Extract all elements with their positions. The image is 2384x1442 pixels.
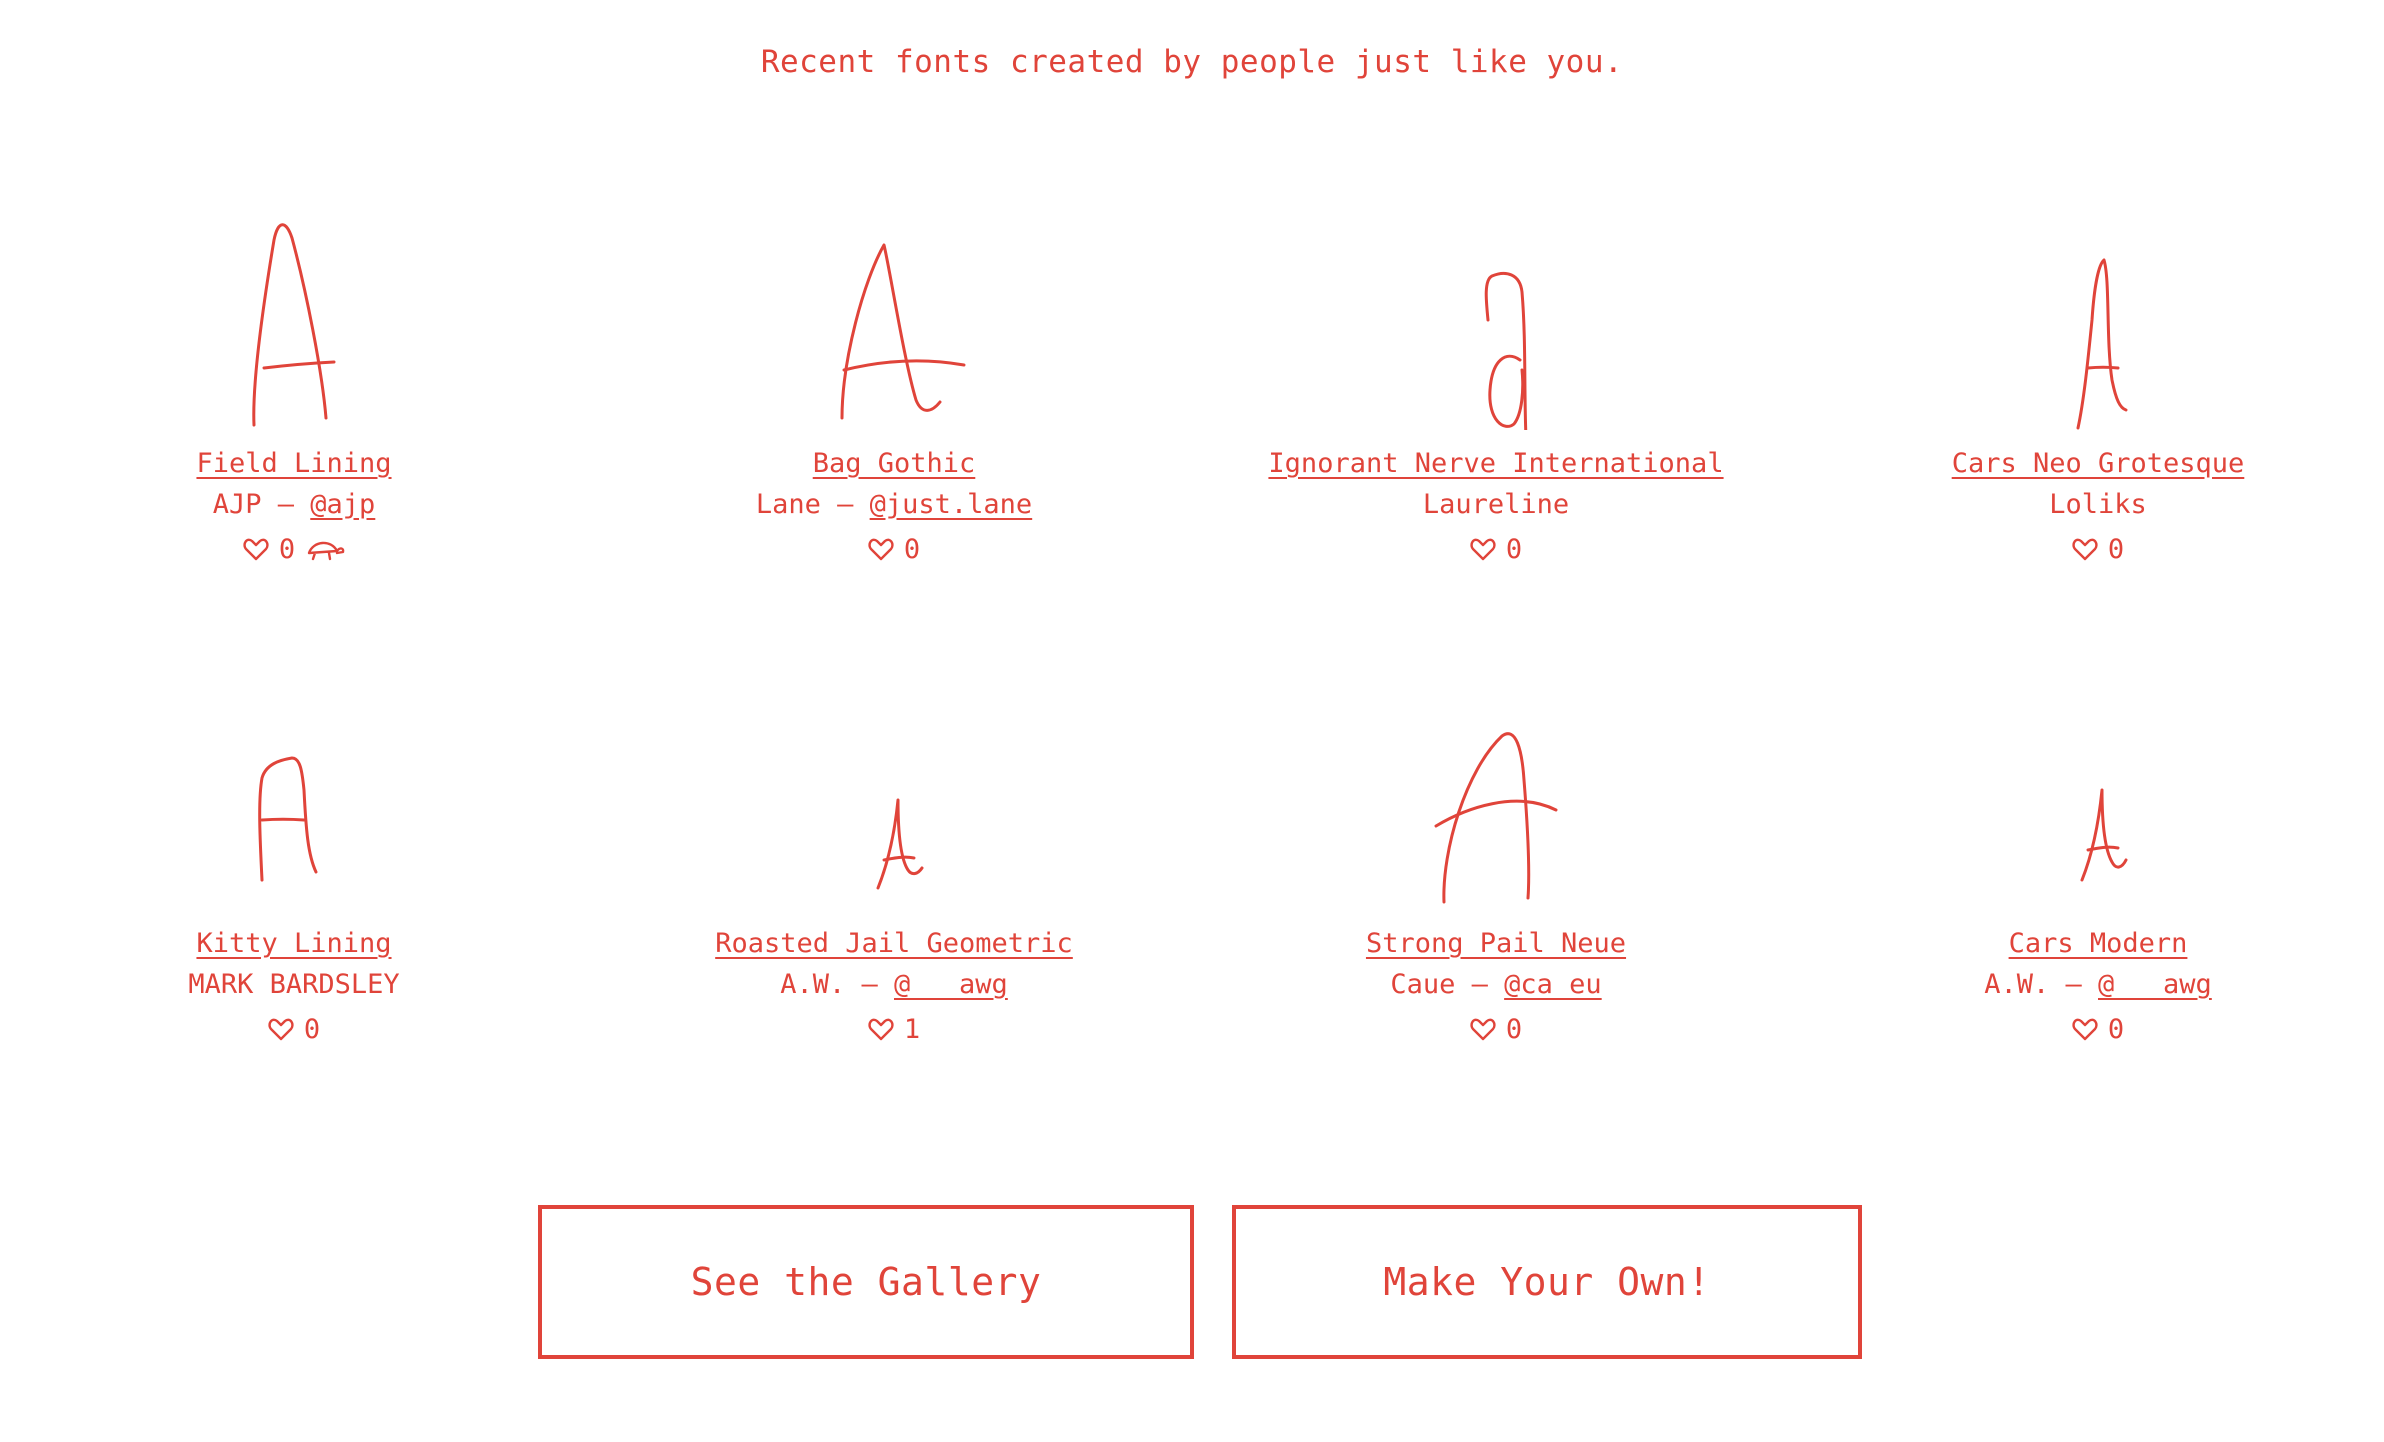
author-name: Lane [755,489,821,520]
heart-outline-icon[interactable] [1470,538,1496,562]
author-line [1818,969,2378,1000]
author-handle-link[interactable]: @ajp [310,489,376,520]
author-name: A.W. [780,969,846,1000]
font-name-link[interactable]: Ignorant Nerve International [1268,448,1724,479]
turtle-icon [305,537,345,563]
author-handle-link[interactable]: @___awg [894,969,1008,1000]
font-name-link[interactable]: Cars Modern [2008,928,2188,959]
heart-outline-icon[interactable] [868,1018,894,1042]
heart-outline-icon[interactable] [268,1018,294,1042]
author-line [14,489,574,520]
author-name: MARK BARDSLEY [188,969,400,1000]
font-card [1216,690,1776,1045]
heart-outline-icon[interactable] [2072,538,2098,562]
likes-row [1818,1014,2378,1045]
font-name-link[interactable]: Strong Pail Neue [1365,928,1627,959]
likes-row [1216,1014,1776,1045]
author-handle-link[interactable]: @just.lane [869,489,1033,520]
glyph-preview-icon[interactable] [194,210,394,430]
like-count: 0 [278,534,296,565]
font-name-link[interactable]: Roasted Jail Geometric [715,928,1073,959]
font-card [1818,690,2378,1045]
author-line [1216,969,1776,1000]
font-name-link[interactable]: Kitty Lining [196,928,392,959]
author-line [14,969,574,1000]
like-count: 1 [903,1014,921,1045]
font-card [14,210,574,565]
like-count: 0 [903,534,921,565]
author-line [1818,489,2378,520]
likes-row [614,534,1174,565]
section-tagline: Recent fonts created by people just like you. [760,44,1624,80]
like-count: 0 [2107,534,2125,565]
author-handle-link[interactable]: @___awg [2098,969,2212,1000]
author-line [614,489,1174,520]
author-separator: – [261,489,311,520]
author-name: Caue [1390,969,1456,1000]
author-separator: – [820,489,870,520]
glyph-preview-icon[interactable] [1396,210,1596,430]
heart-outline-icon[interactable] [2072,1018,2098,1042]
font-card [14,690,574,1045]
likes-row [14,534,574,565]
author-line [1216,489,1776,520]
glyph-preview-icon[interactable] [1396,690,1596,910]
heart-outline-icon[interactable] [868,538,894,562]
author-name: Laureline [1422,489,1570,520]
font-name-link[interactable]: Field Lining [196,448,392,479]
author-name: A.W. [1984,969,2050,1000]
font-card [1818,210,2378,565]
heart-outline-icon[interactable] [243,538,269,562]
author-name: AJP [212,489,262,520]
like-count: 0 [1505,534,1523,565]
likes-row [614,1014,1174,1045]
author-handle-link[interactable]: @ca_eu [1504,969,1602,1000]
likes-row [1818,534,2378,565]
author-separator: – [1455,969,1505,1000]
like-count: 0 [303,1014,321,1045]
font-card [614,690,1174,1045]
font-name-link[interactable]: Bag Gothic [812,448,976,479]
font-card [1216,210,1776,565]
author-separator: – [845,969,894,1000]
likes-row [1216,534,1776,565]
glyph-preview-icon[interactable] [794,210,994,430]
like-count: 0 [2107,1014,2125,1045]
like-count: 0 [1505,1014,1523,1045]
make-your-own-button[interactable]: Make Your Own! [1232,1205,1862,1359]
author-separator: – [2049,969,2098,1000]
see-gallery-button[interactable]: See the Gallery [538,1205,1194,1359]
heart-outline-icon[interactable] [1470,1018,1496,1042]
font-name-link[interactable]: Cars Neo Grotesque [1951,448,2245,479]
font-card [614,210,1174,565]
author-name: Loliks [2049,489,2147,520]
glyph-preview-icon[interactable] [1998,210,2198,430]
glyph-preview-icon[interactable] [194,690,394,910]
likes-row [14,1014,574,1045]
author-line [614,969,1174,1000]
glyph-preview-icon[interactable] [794,690,994,910]
glyph-preview-icon[interactable] [1998,690,2198,910]
